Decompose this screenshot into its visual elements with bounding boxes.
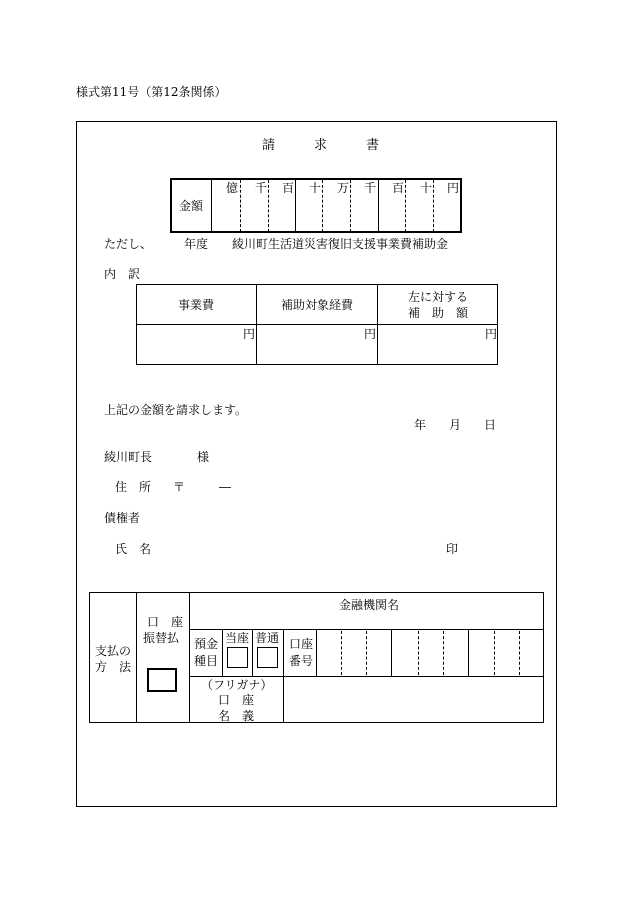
date-month: 月	[449, 418, 462, 432]
current-account-label: 当座	[225, 631, 250, 645]
date-year: 年	[414, 418, 427, 432]
subsidy-name: 綾川町生活道災害復旧支援事業費補助金	[232, 237, 449, 251]
transfer-checkbox[interactable]	[147, 668, 177, 692]
bank-name-label: 金融機関名	[339, 598, 400, 612]
header-project-cost: 事業費	[178, 298, 215, 312]
amount-unit: 千	[255, 181, 268, 195]
ordinary-account-checkbox[interactable]	[257, 647, 278, 668]
amount-unit: 億	[226, 181, 239, 195]
date-day: 日	[484, 418, 497, 432]
payment-method-label: 支払の	[95, 644, 132, 658]
seal-mark: 印	[446, 542, 459, 556]
request-text: 上記の金額を請求します。	[104, 403, 248, 417]
header-eligible-cost: 補助対象経費	[281, 298, 354, 312]
addressee-name: 綾川町長	[104, 450, 153, 464]
page-title: 請 求 書	[262, 138, 380, 153]
header-subsidy-line2: 補 助 額	[408, 306, 469, 320]
transfer-label: 口 座	[147, 615, 184, 629]
account-number-label: 口座	[289, 637, 314, 651]
form-label: 様式第11号（第12条関係）	[76, 85, 227, 99]
address-label: 住 所	[115, 480, 152, 494]
header-subsidy: 左に対する	[408, 290, 469, 304]
tadashi-prefix: ただし、	[104, 237, 153, 251]
ordinary-account-label: 普通	[255, 631, 280, 645]
amount-unit: 円	[447, 181, 460, 195]
amount-unit: 千	[364, 181, 377, 195]
postal-dash: ―	[219, 480, 231, 494]
furigana-label: （フリガナ）	[201, 678, 273, 692]
amount-unit: 百	[282, 181, 295, 195]
fiscal-year-label: 年度	[184, 237, 209, 251]
deposit-type-label: 預金	[194, 637, 219, 651]
deposit-type-label2: 種目	[194, 654, 219, 668]
amount-unit: 百	[392, 181, 405, 195]
postal-mark: 〒	[173, 480, 186, 494]
breakdown-label: 内 訳	[104, 267, 141, 281]
creditor-label: 債権者	[104, 511, 141, 525]
payment-method-label2: 方 法	[95, 660, 132, 674]
amount-label: 金額	[179, 199, 204, 213]
yen-mark: 円	[485, 327, 498, 341]
yen-mark: 円	[364, 327, 377, 341]
account-holder-label2: 名 義	[218, 709, 255, 723]
addressee-sama: 様	[197, 450, 210, 464]
name-label: 氏 名	[115, 542, 152, 556]
transfer-label2: 振替払	[143, 631, 180, 645]
amount-unit: 十	[420, 181, 433, 195]
yen-mark: 円	[243, 327, 256, 341]
amount-unit: 万	[337, 181, 350, 195]
current-account-checkbox[interactable]	[227, 647, 248, 668]
amount-unit: 十	[309, 181, 322, 195]
account-holder-label: 口 座	[218, 693, 255, 707]
account-number-label2: 番号	[289, 654, 314, 668]
